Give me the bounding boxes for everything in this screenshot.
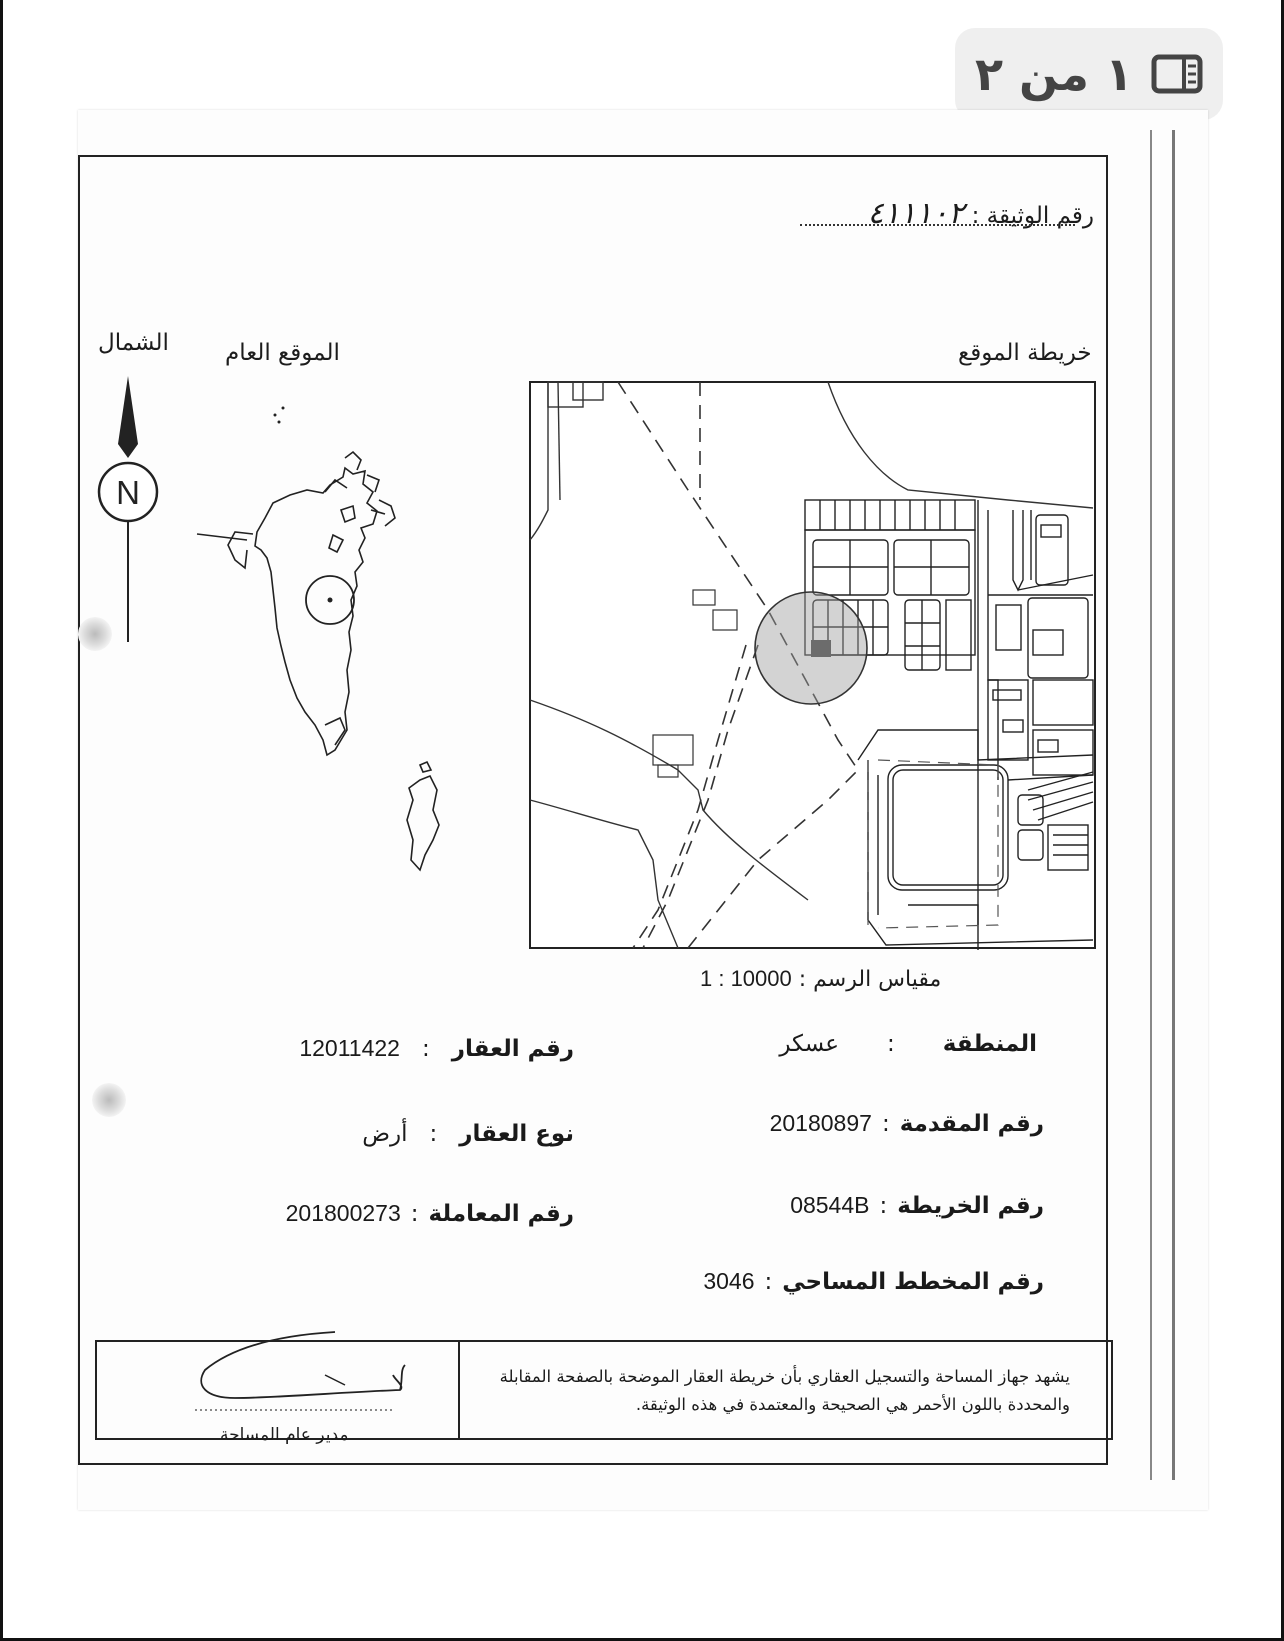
region-value: عسكر <box>779 1030 839 1056</box>
survey-plan-field <box>703 1268 1044 1295</box>
sidebar-panel-icon[interactable] <box>1151 54 1203 94</box>
application-number-value: 20180897 <box>769 1110 872 1136</box>
separator: : <box>887 1031 895 1057</box>
separator: : <box>879 1193 888 1219</box>
map-number-field <box>790 1192 1044 1219</box>
site-map <box>528 380 1097 950</box>
page-indicator[interactable] <box>955 28 1223 120</box>
separator: : <box>764 1269 773 1295</box>
property-type-value: أرض <box>362 1120 408 1146</box>
separator: : <box>881 1111 890 1137</box>
page-indicator-text: ١ من ٢ <box>974 47 1134 101</box>
property-number-label: رقم العقار <box>451 1036 574 1062</box>
survey-plan-label: رقم المخطط المساحي <box>782 1269 1044 1295</box>
document-number-value: ٤١١١٠٢ <box>867 196 965 231</box>
certification-divider <box>458 1340 460 1440</box>
property-type-label: نوع العقار <box>459 1121 574 1147</box>
transaction-number-field <box>286 1200 574 1227</box>
signature <box>195 1330 425 1415</box>
scale-label: مقياس الرسم : <box>798 967 942 992</box>
dotted-line <box>800 224 1075 226</box>
property-number-value: 12011422 <box>299 1035 400 1061</box>
region-label: المنطقة <box>942 1031 1037 1057</box>
punch-hole <box>92 1083 126 1117</box>
separator: : <box>421 1036 430 1062</box>
signer-title: مدير عام المساحة <box>220 1425 349 1445</box>
separator: : <box>410 1201 419 1227</box>
north-label: الشمال <box>98 330 169 356</box>
application-number-label: رقم المقدمة <box>899 1111 1044 1137</box>
transaction-number-label: رقم المعاملة <box>428 1201 574 1227</box>
separator: : <box>429 1121 438 1147</box>
site-map-label: خريطة الموقع <box>958 340 1092 366</box>
general-location-label: الموقع العام <box>225 340 340 366</box>
document-number-label: رقم الوثيقة : <box>971 203 1094 229</box>
bahrain-location-map <box>195 400 485 930</box>
application-number-field <box>770 1110 1044 1137</box>
certification-text: يشهد جهاز المساحة والتسجيل العقاري بأن خريطة العقار الموضحة بالصفحة المقابلة والمحددة باللون الأحمر هي الصحيحة والمعتمدة في هذه الوثيقة. <box>499 1367 1070 1414</box>
region-field <box>779 1030 1037 1057</box>
scale <box>700 966 941 992</box>
scale-value: 1 : 10000 <box>700 966 792 991</box>
transaction-number-value: 201800273 <box>285 1200 401 1226</box>
property-number-field <box>299 1035 574 1062</box>
map-number-label: رقم الخريطة <box>897 1193 1044 1219</box>
map-number-value: 08544B <box>790 1192 870 1218</box>
north-letter: N <box>116 474 140 511</box>
property-type-field <box>362 1120 574 1147</box>
paper-stack-edge <box>1150 130 1175 1480</box>
survey-plan-value: 3046 <box>703 1268 755 1294</box>
north-arrow-icon <box>96 374 160 644</box>
